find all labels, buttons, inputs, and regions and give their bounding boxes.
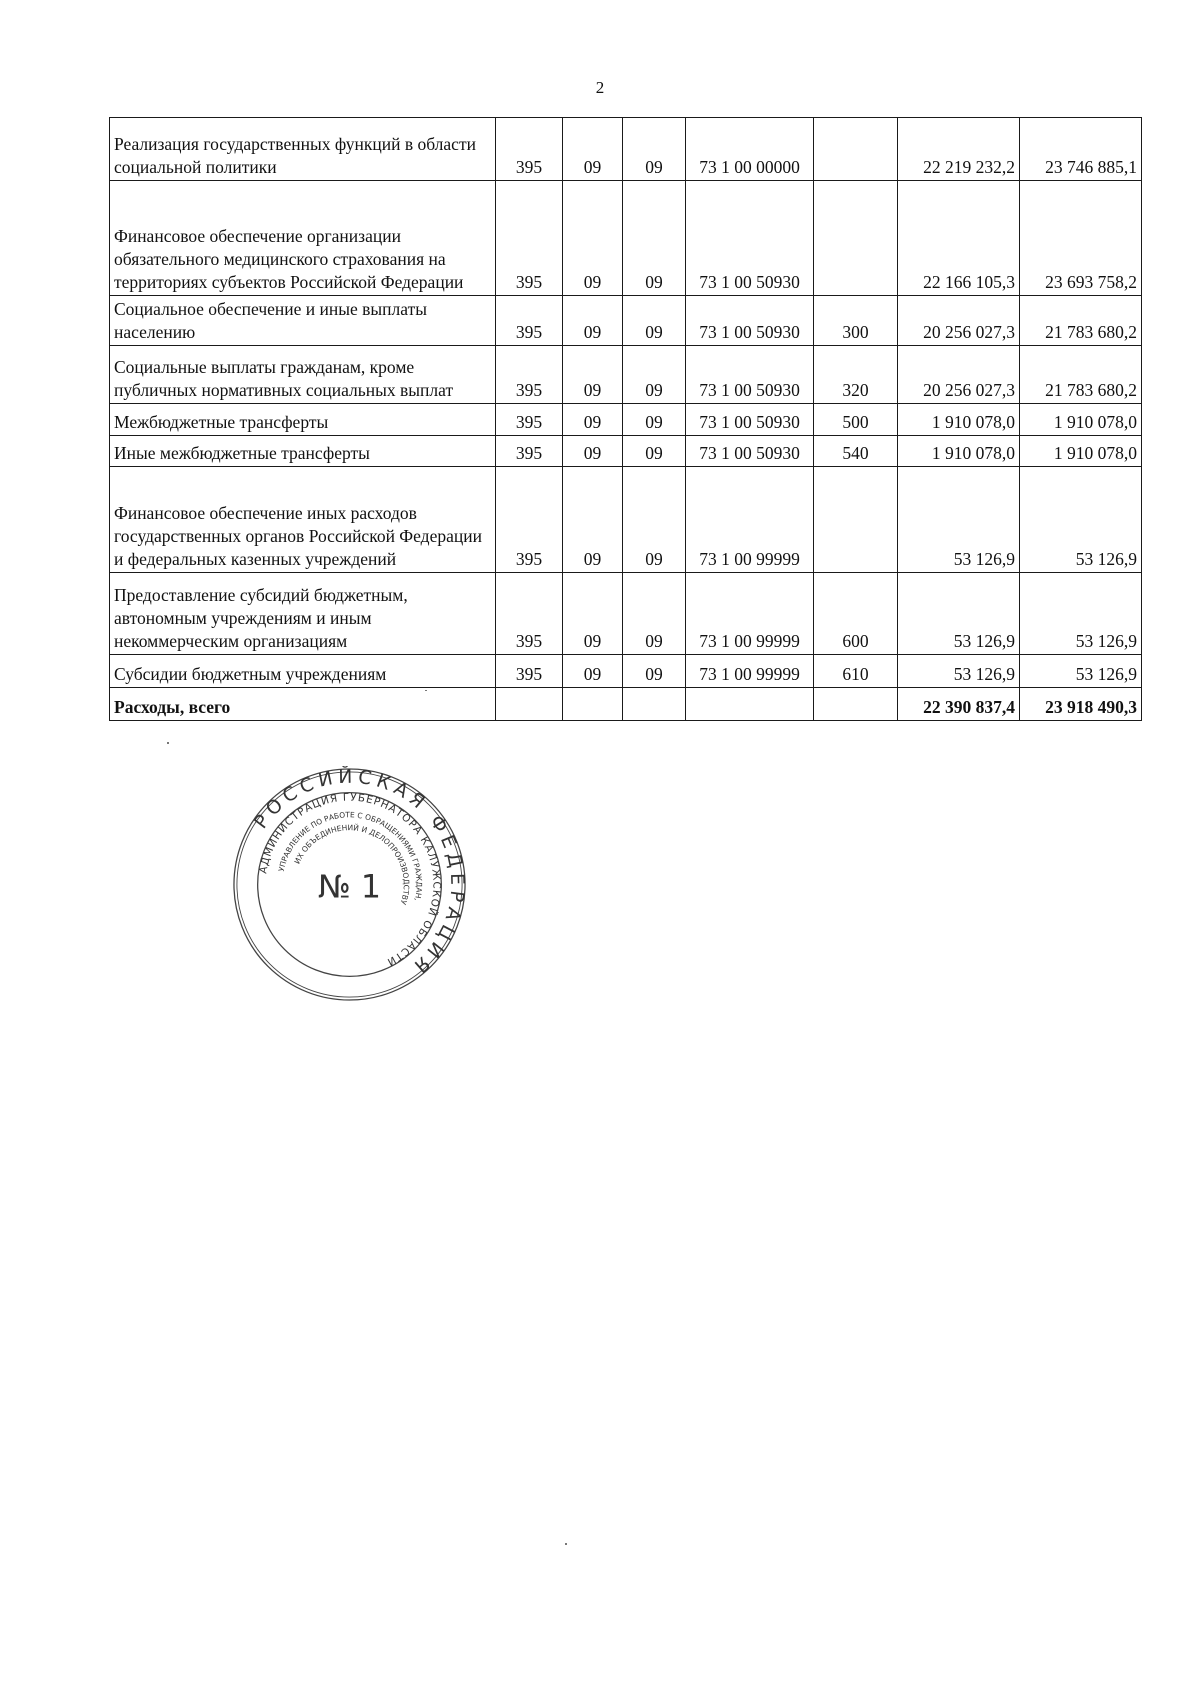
scan-speck xyxy=(425,690,427,691)
amount-year1: 22 219 232,2 xyxy=(898,118,1020,181)
amount-year2: 23 693 758,2 xyxy=(1020,181,1142,296)
ministry-code: 395 xyxy=(496,467,563,573)
subsection-code: 09 xyxy=(623,118,686,181)
table-row xyxy=(110,467,1142,573)
ministry-code: 395 xyxy=(496,118,563,181)
table-row xyxy=(110,436,1142,467)
section-code: 09 xyxy=(563,467,623,573)
total-year2: 23 918 490,3 xyxy=(1020,688,1142,721)
table-row xyxy=(110,346,1142,404)
table-row xyxy=(110,181,1142,296)
target-item: 73 1 00 50930 xyxy=(686,436,814,467)
target-item: 73 1 00 00000 xyxy=(686,118,814,181)
row-name: Реализация государственных функций в области социальной политики xyxy=(110,118,496,181)
row-name: Финансовое обеспечение иных расходов государственных органов Российской Федерации и федеральных казенных учреждений xyxy=(110,467,496,573)
section-code: 09 xyxy=(563,118,623,181)
table-row xyxy=(110,296,1142,346)
ministry-code: 395 xyxy=(496,573,563,655)
scan-speck xyxy=(565,1543,567,1545)
amount-year1: 53 126,9 xyxy=(898,573,1020,655)
expense-type xyxy=(814,181,898,296)
row-name: Финансовое обеспечение организации обязательного медицинского страхования на территориях субъектов Российской Федерации xyxy=(110,181,496,296)
subsection-code: 09 xyxy=(623,655,686,688)
target-item: 73 1 00 50930 xyxy=(686,346,814,404)
amount-year2: 21 783 680,2 xyxy=(1020,296,1142,346)
ministry-code: 395 xyxy=(496,346,563,404)
table-row xyxy=(110,655,1142,688)
empty-cell xyxy=(563,688,623,721)
expense-type: 500 xyxy=(814,404,898,436)
expense-type: 610 xyxy=(814,655,898,688)
section-code: 09 xyxy=(563,436,623,467)
total-year1: 22 390 837,4 xyxy=(898,688,1020,721)
amount-year1: 1 910 078,0 xyxy=(898,436,1020,467)
table-row xyxy=(110,118,1142,181)
expense-type: 320 xyxy=(814,346,898,404)
section-code: 09 xyxy=(563,296,623,346)
subsection-code: 09 xyxy=(623,467,686,573)
row-name: Социальные выплаты гражданам, кроме публичных нормативных социальных выплат xyxy=(110,346,496,404)
seal-inner-text-1: УПРАВЛЕНИЕ ПО РАБОТЕ С ОБРАЩЕНИЯМИ ГРАЖДАН, xyxy=(276,810,424,902)
ministry-code: 395 xyxy=(496,655,563,688)
scan-speck xyxy=(167,742,169,744)
amount-year2: 1 910 078,0 xyxy=(1020,404,1142,436)
row-name: Субсидии бюджетным учреждениям xyxy=(110,655,496,688)
empty-cell xyxy=(686,688,814,721)
seal-inner-text-2: ИХ ОБЪЕДИНЕНИЙ И ДЕЛОПРОИЗВОДСТВУ xyxy=(292,823,411,906)
target-item: 73 1 00 99999 xyxy=(686,467,814,573)
section-code: 09 xyxy=(563,573,623,655)
row-name: Иные межбюджетные трансферты xyxy=(110,436,496,467)
seal-outer-text: РОССИЙСКАЯ ФЕДЕРАЦИЯ xyxy=(250,766,468,980)
target-item: 73 1 00 99999 xyxy=(686,573,814,655)
ministry-code: 395 xyxy=(496,181,563,296)
subsection-code: 09 xyxy=(623,573,686,655)
subsection-code: 09 xyxy=(623,181,686,296)
amount-year1: 53 126,9 xyxy=(898,467,1020,573)
seal-number: № 1 xyxy=(317,869,382,906)
seal-ring-text: АДМИНИСТРАЦИЯ ГУБЕРНАТОРА КАЛУЖСКОЙ ОБЛАСТИ xyxy=(257,791,443,969)
expense-type: 300 xyxy=(814,296,898,346)
empty-cell xyxy=(496,688,563,721)
amount-year2: 53 126,9 xyxy=(1020,573,1142,655)
expense-type: 540 xyxy=(814,436,898,467)
ministry-code: 395 xyxy=(496,404,563,436)
amount-year2: 1 910 078,0 xyxy=(1020,436,1142,467)
expense-type xyxy=(814,467,898,573)
expense-type xyxy=(814,118,898,181)
amount-year1: 1 910 078,0 xyxy=(898,404,1020,436)
subsection-code: 09 xyxy=(623,346,686,404)
ministry-code: 395 xyxy=(496,296,563,346)
total-label: Расходы, всего xyxy=(110,688,496,721)
row-name: Предоставление субсидий бюджетным, автономным учреждениям и иным некоммерческим организациям xyxy=(110,573,496,655)
amount-year2: 23 746 885,1 xyxy=(1020,118,1142,181)
target-item: 73 1 00 99999 xyxy=(686,655,814,688)
amount-year2: 53 126,9 xyxy=(1020,655,1142,688)
amount-year1: 22 166 105,3 xyxy=(898,181,1020,296)
amount-year1: 53 126,9 xyxy=(898,655,1020,688)
expense-type: 600 xyxy=(814,573,898,655)
empty-cell xyxy=(623,688,686,721)
section-code: 09 xyxy=(563,181,623,296)
target-item: 73 1 00 50930 xyxy=(686,181,814,296)
table-row xyxy=(110,404,1142,436)
budget-table xyxy=(109,117,1142,721)
amount-year1: 20 256 027,3 xyxy=(898,296,1020,346)
official-seal-stamp xyxy=(231,766,468,1003)
target-item: 73 1 00 50930 xyxy=(686,296,814,346)
total-row xyxy=(110,688,1142,721)
section-code: 09 xyxy=(563,346,623,404)
section-code: 09 xyxy=(563,404,623,436)
subsection-code: 09 xyxy=(623,436,686,467)
target-item: 73 1 00 50930 xyxy=(686,404,814,436)
section-code: 09 xyxy=(563,655,623,688)
amount-year1: 20 256 027,3 xyxy=(898,346,1020,404)
table-row xyxy=(110,573,1142,655)
ministry-code: 395 xyxy=(496,436,563,467)
amount-year2: 53 126,9 xyxy=(1020,467,1142,573)
page-number: 2 xyxy=(595,78,605,97)
empty-cell xyxy=(814,688,898,721)
subsection-code: 09 xyxy=(623,296,686,346)
row-name: Межбюджетные трансферты xyxy=(110,404,496,436)
row-name: Социальное обеспечение и иные выплаты населению xyxy=(110,296,496,346)
subsection-code: 09 xyxy=(623,404,686,436)
amount-year2: 21 783 680,2 xyxy=(1020,346,1142,404)
